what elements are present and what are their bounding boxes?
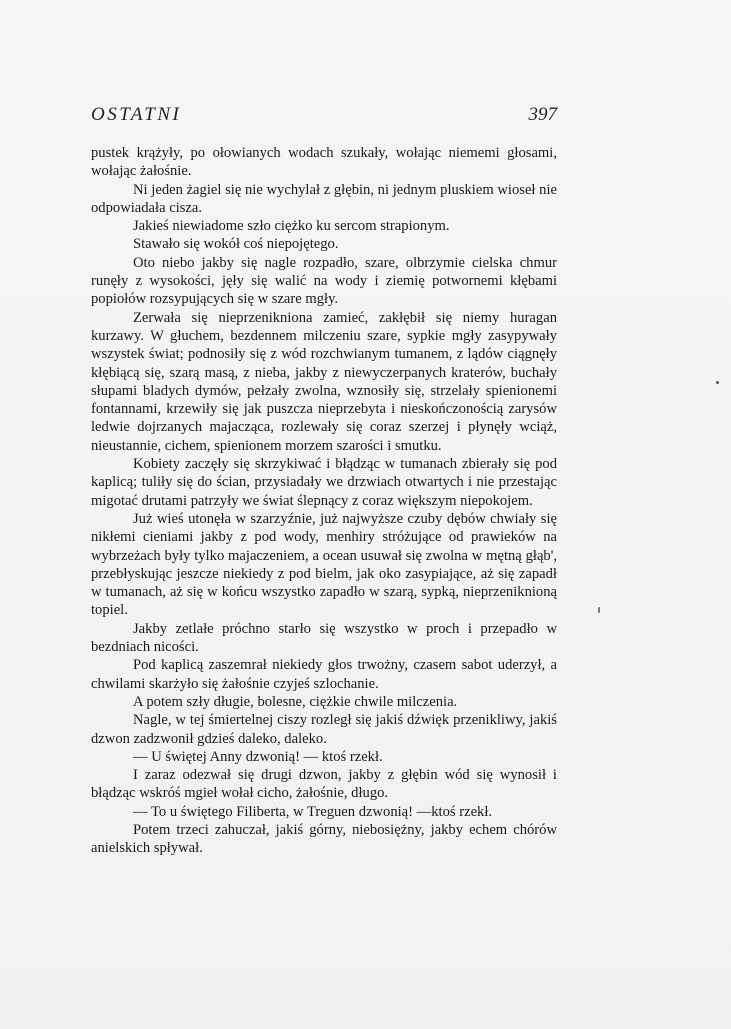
paragraph: Jakieś niewiadome szło ciężko ku sercom strapionym. (133, 218, 450, 235)
paper-speck (716, 381, 719, 384)
paragraph: Nagle, w tej śmiertelnej ciszy rozległ się jakiś dźwięk przenikliwy, jakiś dzwon zadzwonił gdzieś daleko, daleko. (91, 712, 557, 747)
paragraph: pustek krążyły, po ołowianych wodach szukały, wołając niememi głosami, wołając żałośnie. (91, 145, 557, 180)
paragraph: Stawało się wokół coś niepojętego. (133, 236, 339, 253)
paragraph: Potem trzeci zahuczał, jakiś górny, niebosiężny, jakby echem chórów anielskich spływał. (91, 821, 557, 857)
paragraph: I zaraz odezwał się drugi dzwon, jakby z głębin wód się wynosił i błądząc wskróś mgieł wołał cicho, żałośnie, długo. (91, 767, 557, 802)
paragraph: A potem szły długie, bolesne, ciężkie chwile milczenia. (133, 693, 458, 710)
paragraph: — To u świętego Filiberta, w Treguen dzwonią! —ktoś rzekł. (133, 803, 493, 820)
body-text (91, 144, 557, 858)
paragraph: Już wieś utonęła w szarzyźnie, już najwyższe czuby dębów chwiały się nikłemi cieniami jakby z pod wody, menhiry stróżujące od prawieków na wybrzeżach były tylko majaczeniem, a ocean usuwał się zwolna w mętną głąb', przebłyskując jeszcze niekiedy z pod bielm, jak oko zasypiające, aż się zapadł w tumanach, aż się w końcu wszystko zapadło w szarą, sypką, nieprzeniknioną topiel. (91, 510, 557, 619)
paragraph: — U świętej Anny dzwonią! — ktoś rzekł. (133, 748, 383, 765)
paragraph: Ni jeden żagiel się nie wychylał z głębin, ni jednym pluskiem wioseł nie odpowiadała cisza. (91, 181, 557, 216)
paragraph: Jakby zetlałe próchno starło się wszystko w proch i przepadło w bezdniach nicości. (91, 620, 557, 656)
paragraph: Oto niebo jakby się nagle rozpadło, szare, olbrzymie cielska chmur runęły z wysokości, jęły się walić na wody i ziemię potwornemi kłębami popiołów rozsypujących się w szare mgły. (91, 254, 557, 308)
paragraph: Zerwała się nieprzenikniona zamieć, zakłębił się niemy huragan kurzawy. W głuchem, bezdennem milczeniu szare, sypkie mgły zasypywały wszystek świat; podnosiły się z wód rozchwianym tumanem, z lądów ciągnęły kłębiącą się, szarą masą, z nieba, jakby z niewyczerpanych kraterów, buchały słupami bladych dymów, pełzały zwolna, wznosiły się, strzelały spienionemi fontannami, krzewiły się jak puszcza nieprzebyta i nieskończonością zarysów ledwie dojrzanych majacząca, rozlewały się coraz szerzej i płynęły wciąż, nieustannie, cichem, spienionem morzem szarości i smutku. (91, 309, 557, 454)
paragraph: Pod kaplicą zaszemrał niekiedy głos trwożny, czasem sabot uderzył, a chwilami skarżyło się żałośnie czyjeś szlochanie. (91, 657, 557, 692)
paragraph: Kobiety zaczęły się skrzykiwać i błądząc w tumanach zbierały się pod kaplicą; tuliły się do ścian, przysiadały we drzwiach otwartych i nie przestając migotać drutami patrzyły we świat ślepnący z coraz większym niepokojem. (91, 456, 557, 509)
running-title: OSTATNI (91, 104, 182, 125)
paper-speck (598, 607, 600, 613)
running-head (91, 104, 557, 130)
page-number: 397 (528, 104, 557, 125)
